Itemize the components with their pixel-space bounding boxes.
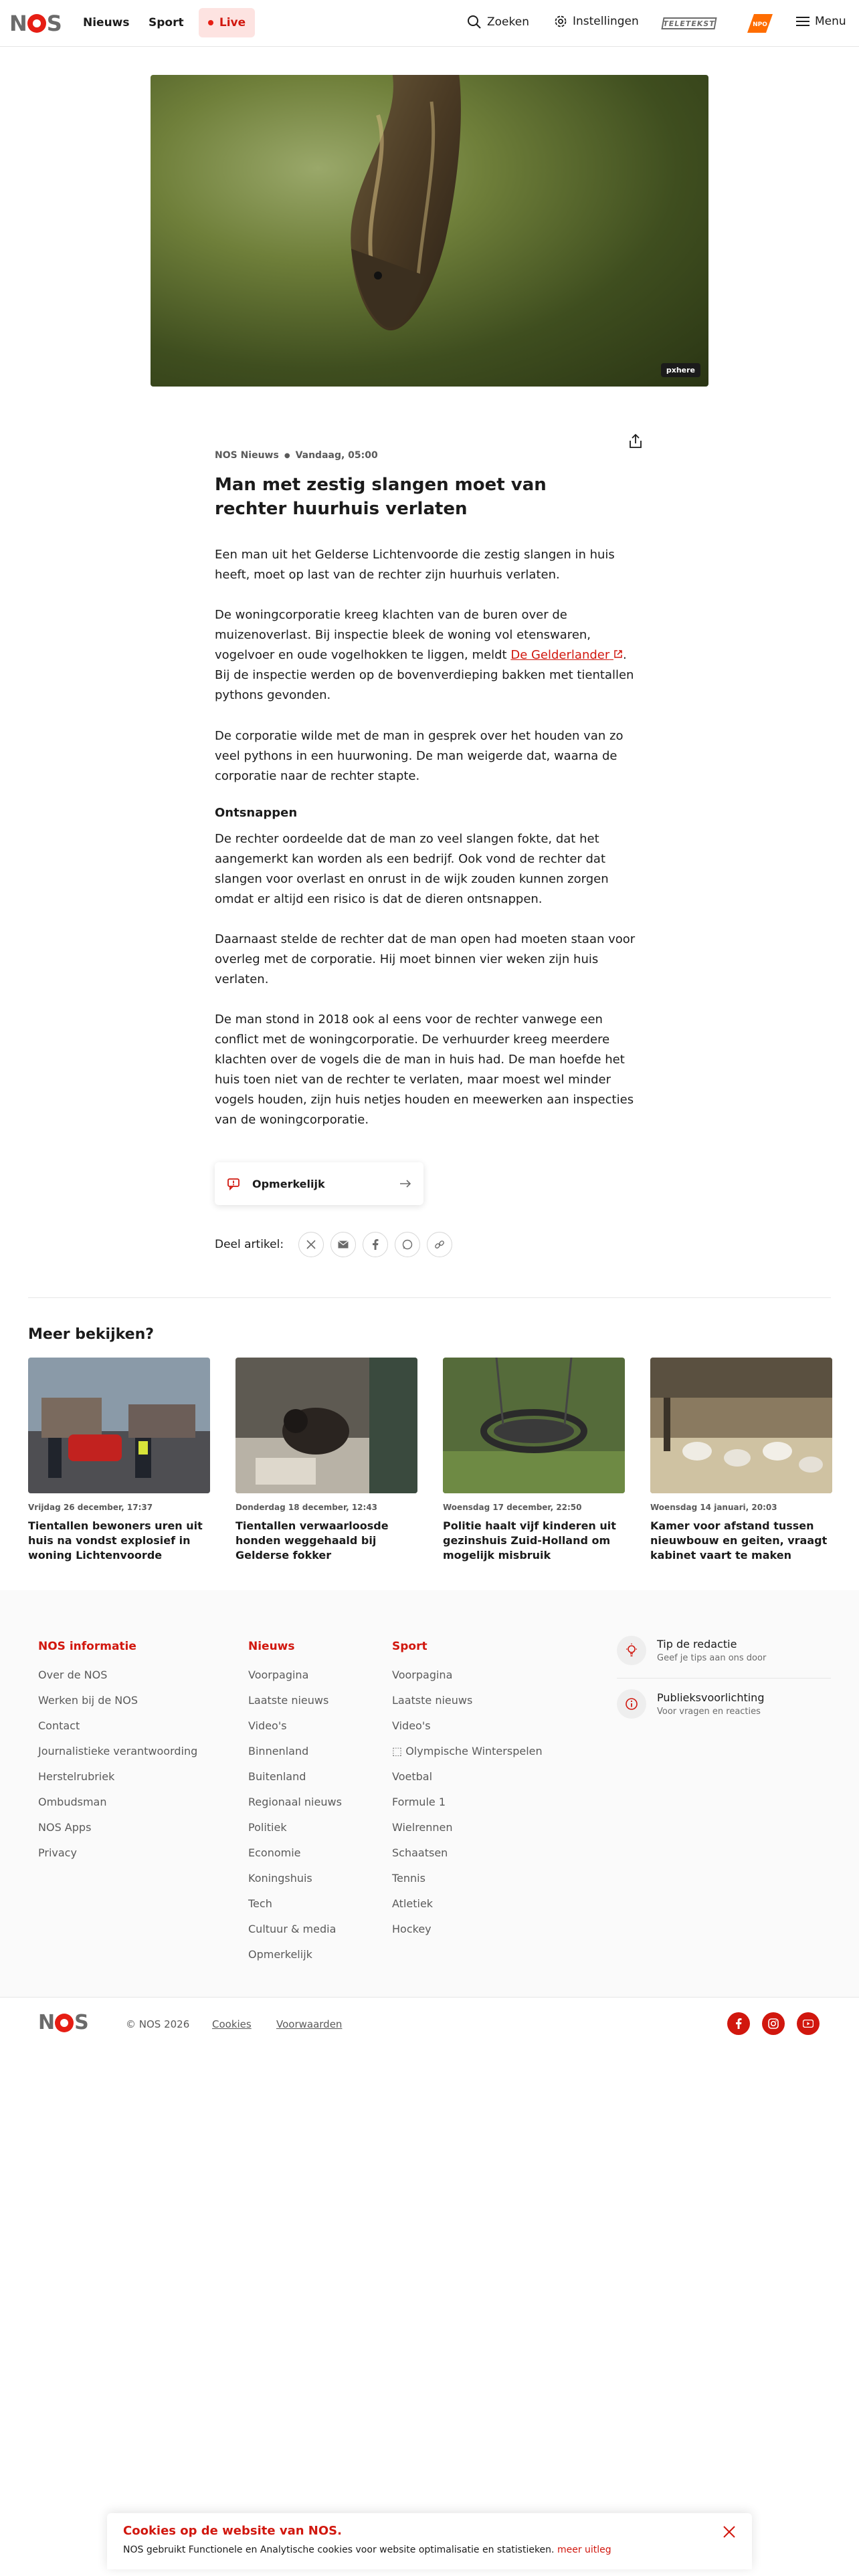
related-article-card[interactable] [650,1358,832,1563]
article-time: Vandaag, 05:00 [295,450,378,461]
footer-link[interactable]: Ombudsman [38,1796,107,1808]
card-date: Donderdag 18 december, 12:43 [235,1503,378,1512]
footer-link[interactable]: NOS Apps [38,1821,92,1834]
article-paragraph-3: De corporatie wilde met de man in gesprek over het houden van zo veel pythons in een huurwoning. De man weigerde dat, waarna de corporatie naar de rechter stapte. [215,729,624,783]
settings-label: Instellingen [573,15,639,28]
cta-divider [617,1678,831,1679]
card-date: Woensdag 14 januari, 20:03 [650,1503,777,1512]
external-link-icon [613,649,623,659]
arrow-right-icon [399,1179,411,1188]
footer-link[interactable]: Tech [248,1897,272,1910]
footer-link[interactable]: Buitenland [248,1770,306,1783]
card-title: Tientallen verwaarloosde honden weggehaald bij Gelderse fokker [235,1519,389,1562]
article-meta [215,450,378,461]
cookie-body [123,2545,736,2555]
menu-label: Menu [815,15,846,28]
site-header [0,0,859,47]
footer-link[interactable]: Schaatsen [392,1846,448,1859]
footer-column-nieuws [248,1640,342,1967]
article-paragraph-1: Een man uit het Gelderse Lichtenvoorde die zestig slangen in huis heeft, moet op last van de rechter zijn huurhuis verlaten. [215,548,615,582]
footer-link-olympics[interactable] [392,1739,543,1764]
article-paragraph-2 [215,605,643,706]
footer-link[interactable]: Video's [392,1719,431,1732]
search-label: Zoeken [487,15,529,29]
footer-link[interactable]: Laatste nieuws [248,1694,329,1707]
share-label: Deel artikel: [215,1238,284,1251]
tip-redactie-link[interactable] [617,1636,831,1665]
search-icon [467,15,482,29]
card-date: Vrijdag 26 december, 17:37 [28,1503,153,1512]
share-button[interactable] [626,432,645,451]
article-source: NOS Nieuws [215,450,279,461]
gelderlander-link[interactable] [510,648,623,662]
publieksvoorlichting-link[interactable] [617,1689,831,1719]
article-subheading: Ontsnappen [215,806,298,820]
footer-link[interactable]: Over de NOS [38,1669,108,1681]
cookie-more-link[interactable]: meer uitleg [557,2545,611,2555]
cookie-title: Cookies op de website van NOS. [123,2524,342,2538]
facebook-icon [735,2018,742,2029]
footer-link[interactable]: Economie [248,1846,301,1859]
facebook-social-button[interactable] [727,2012,750,2035]
nos-logo[interactable]: N S [9,11,62,36]
card-image [28,1358,210,1493]
article-title: Man met zestig slangen moet van rechter huurhuis verlaten [215,475,547,519]
footer-link[interactable]: Regionaal nieuws [248,1796,342,1808]
x-icon [306,1240,316,1249]
photo-credit: pxhere [661,363,700,377]
footer-heading: NOS informatie [38,1640,136,1653]
footer-link[interactable]: Koningshuis [248,1872,312,1885]
menu-button[interactable] [796,15,846,28]
card-image [235,1358,417,1493]
exclamation-bubble-icon [227,1177,240,1190]
card-title: Kamer voor afstand tussen nieuwbouw en geiten, vraagt kabinet vaart te maken [650,1519,828,1562]
link-icon [434,1239,445,1250]
cta-title: Publieksvoorlichting [657,1691,765,1704]
cta-title: Tip de redactie [657,1638,737,1650]
footer-column-nos-informatie [38,1640,197,1866]
opmerkelijk-category-button[interactable] [215,1162,423,1205]
cookie-banner [107,2513,752,2569]
footer-link[interactable]: Contact [38,1719,80,1732]
live-label: Live [219,16,246,29]
copy-link-button[interactable] [427,1232,452,1257]
cookie-close-button[interactable] [721,2524,737,2540]
footer-link[interactable]: Opmerkelijk [248,1948,312,1961]
cookie-text: NOS gebruikt Functionele en Analytische cookies voor website optimalisatie en statistieken. [123,2545,555,2555]
meta-separator: ● [284,451,290,459]
share-article-row [215,1232,452,1257]
cta-subtitle: Geef je tips aan ons door [657,1653,767,1663]
paragraph-text: De woningcorporatie kreeg klachten van de buren over de muizenoverlast. Bij inspectie bleek de woning vol etenswaren, vogelvoer en oude vogelhokken te liggen, meldt [215,608,591,662]
footer-heading: Sport [392,1640,427,1653]
share-facebook-button[interactable] [363,1232,388,1257]
card-date: Woensdag 17 december, 22:50 [443,1503,582,1512]
teletekst-link[interactable]: TELETEKST [661,17,717,29]
footer-link[interactable]: Politiek [248,1821,287,1834]
footer-nos-logo[interactable]: N S [38,2011,88,2034]
npo-logo[interactable] [747,14,773,33]
link-label: Olympische Winterspelen [405,1745,543,1757]
article-paragraph-4: De rechter oordeelde dat de man zo veel slangen fokte, dat het aangemerkt kan worden als een bedrijf. Ook vond de rechter dat slangen voor overlast en onrust in de wijk zouden kunnen zorgen omdat er altijd een risico is dat de dieren ontsnappen. [215,832,609,906]
article-paragraph-5: Daarnaast stelde de rechter dat de man open had moeten staan voor overleg met de corporatie. Hij moet binnen vier weken zijn huis verlaten. [215,932,636,986]
footer-link[interactable]: Hockey [392,1923,432,1935]
footer-link[interactable]: Journalistieke verantwoording [38,1745,198,1757]
footer-link[interactable]: Voorpagina [248,1669,309,1681]
whatsapp-icon [402,1239,413,1250]
email-icon [338,1241,349,1249]
share-email-button[interactable] [330,1232,356,1257]
related-article-card[interactable] [443,1358,625,1563]
nav-nieuws[interactable]: Nieuws [83,16,130,29]
footer-link[interactable]: Video's [248,1719,287,1732]
card-image [650,1358,832,1493]
footer-link[interactable]: Herstelrubriek [38,1770,115,1783]
card-title: Politie haalt vijf kinderen uit gezinshuis Zuid-Holland om mogelijk misbruik [443,1519,616,1562]
python-photo [151,75,708,387]
card-title: Tientallen bewoners uren uit huis na vondst explosief in woning Lichtenvoorde [28,1519,203,1562]
footer-link[interactable]: Atletiek [392,1897,434,1910]
copyright: © NOS 2026 [126,2018,190,2030]
settings-button[interactable] [554,15,639,28]
search-button[interactable] [467,15,529,29]
footer-link[interactable]: Formule 1 [392,1796,446,1808]
paragraph-text: . Bij de inspectie werden op de bovenverdieping bakken met tientallen pythons gevonden. [215,648,634,702]
lightbulb-icon [617,1636,646,1665]
npo-label: NPO [753,21,767,28]
live-button[interactable] [199,8,255,37]
footer-link[interactable]: Werken bij de NOS [38,1694,138,1707]
share-x-button[interactable] [298,1232,324,1257]
opmerkelijk-label: Opmerkelijk [252,1177,325,1190]
footer-link[interactable]: Voorpagina [392,1669,453,1681]
live-dot-icon [208,20,213,25]
footer-link[interactable]: Tennis [392,1872,425,1885]
hamburger-icon [796,16,809,27]
article-paragraph-6: De man stond in 2018 ook al eens voor de rechter vanwege een conflict met de woningcorporatie. De verhuurder kreeg meerdere klachten over de vogels die de man in huis had. De man hoefde het huis toen niet van de rechter te verlaten, maar moest wel minder vogels houden, zijn huis netjes houden en meewerken aan inspecties van de woningcorporatie. [215,1012,634,1127]
footer-link[interactable]: Wielrennen [392,1821,453,1834]
footer-link[interactable]: Cultuur & media [248,1923,337,1935]
footer-link[interactable]: Privacy [38,1846,77,1859]
cta-subtitle: Voor vragen en reacties [657,1707,761,1717]
gear-icon [554,15,567,28]
instagram-social-button[interactable] [762,2012,785,2035]
footer-column-sport [392,1640,543,1942]
section-divider [28,1297,831,1298]
close-icon [721,2524,737,2540]
facebook-icon [372,1239,379,1250]
link-label: De Gelderlander [510,648,610,662]
instagram-icon [768,2018,779,2029]
youtube-social-button[interactable] [797,2012,820,2035]
share-icon [626,432,645,451]
share-whatsapp-button[interactable] [395,1232,420,1257]
footer-link[interactable]: Binnenland [248,1745,309,1757]
nav-sport[interactable]: Sport [149,16,184,29]
footer-heading: Nieuws [248,1640,295,1653]
footer-link[interactable]: Voetbal [392,1770,433,1783]
related-article-card[interactable] [28,1358,210,1563]
footer-link[interactable]: Laatste nieuws [392,1694,473,1707]
terms-link[interactable]: Voorwaarden [276,2018,343,2030]
youtube-icon [803,2020,814,2028]
hero-image [151,75,708,387]
olympic-icon: ⬚ [392,1745,406,1757]
card-image [443,1358,625,1493]
more-section-title: Meer bekijken? [28,1326,155,1343]
cookies-link[interactable]: Cookies [212,2018,252,2030]
related-article-card[interactable] [235,1358,417,1563]
info-icon [617,1689,646,1719]
